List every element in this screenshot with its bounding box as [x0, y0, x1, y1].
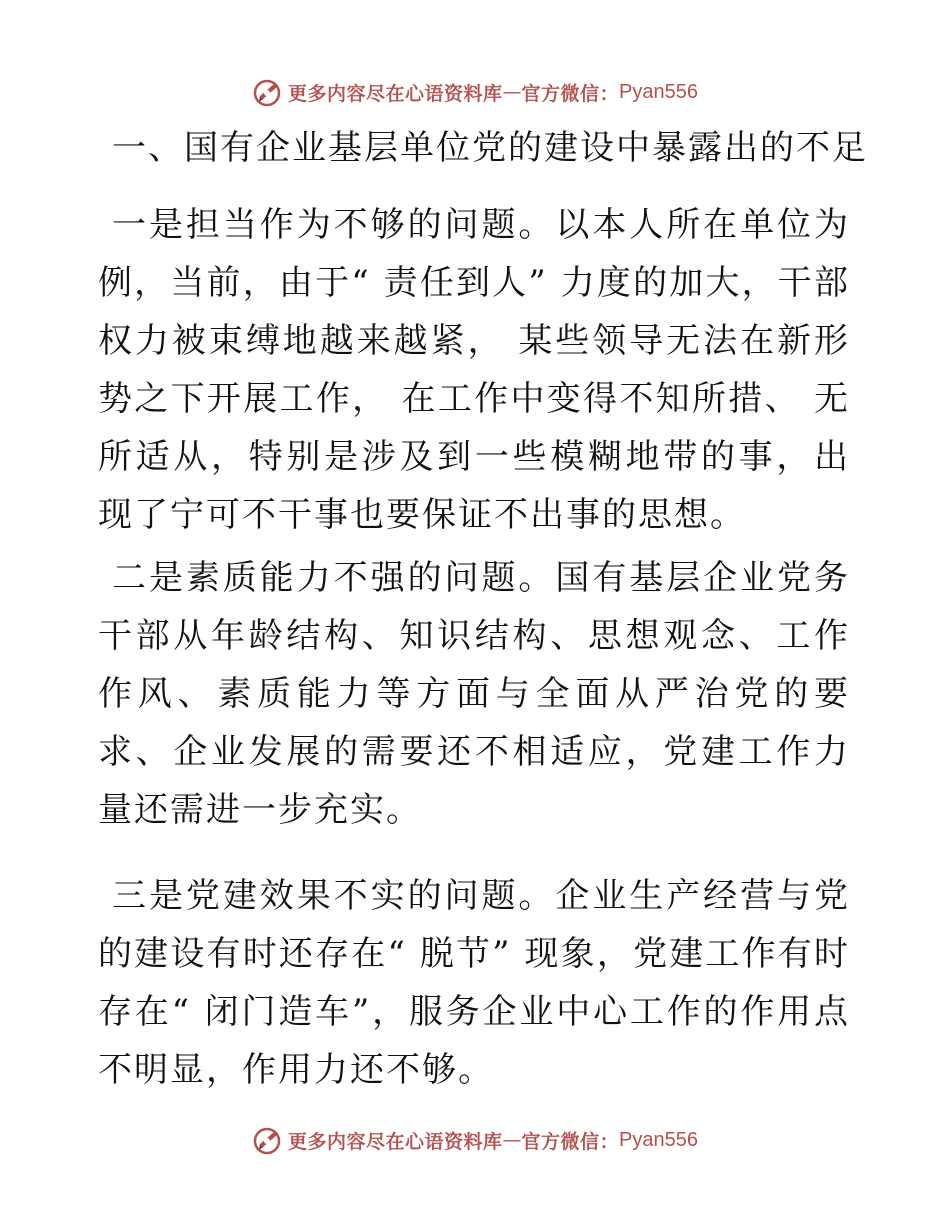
section-title: 一、国有企业基层单位党的建设中暴露出的不足 [112, 128, 868, 168]
logo-icon [252, 1124, 284, 1156]
watermark-wechat-id: Pyan556 [619, 80, 698, 103]
watermark-header [0, 72, 950, 112]
watermark-text: 更多内容尽在心语资料库 [288, 1130, 503, 1153]
watermark-wechat-label: 官方微信： [521, 82, 620, 105]
watermark-wechat-id: Pyan556 [619, 1128, 698, 1151]
watermark-footer [0, 1120, 950, 1160]
paragraph-3: 三是党建效果不实的问题。企业生产经营与党的建设有时还存在“ 脱节” 现象，党建工作有时存在“ 闭门造车”，服务企业中心工作的作用点不明显，作用力还不够。 [98, 876, 850, 1090]
watermark-separator: — [502, 1129, 522, 1151]
watermark-separator: — [502, 81, 522, 103]
paragraph-2: 二是素质能力不强的问题。国有基层企业党务干部从年龄结构、知识结构、思想观念、工作作风、素质能力等方面与全面从严治党的要求、企业发展的需要还不相适应，党建工作力量还需进一步充实。 [98, 558, 850, 830]
paragraph-1: 一是担当作为不够的问题。以本人所在单位为例，当前，由于“ 责任到人” 力度的加大，干部权力被束缚地越来越紧， 某些领导无法在新形势之下开展工作， 在工作中变得不知所措、 无所适从，特别是涉及到一些模糊地带的事，出现了宁可不干事也要保证不出事的思想。 [98, 205, 850, 535]
watermark-text: 更多内容尽在心语资料库 [288, 82, 503, 105]
watermark-wechat-label: 官方微信： [521, 1130, 620, 1153]
logo-icon [252, 76, 284, 108]
